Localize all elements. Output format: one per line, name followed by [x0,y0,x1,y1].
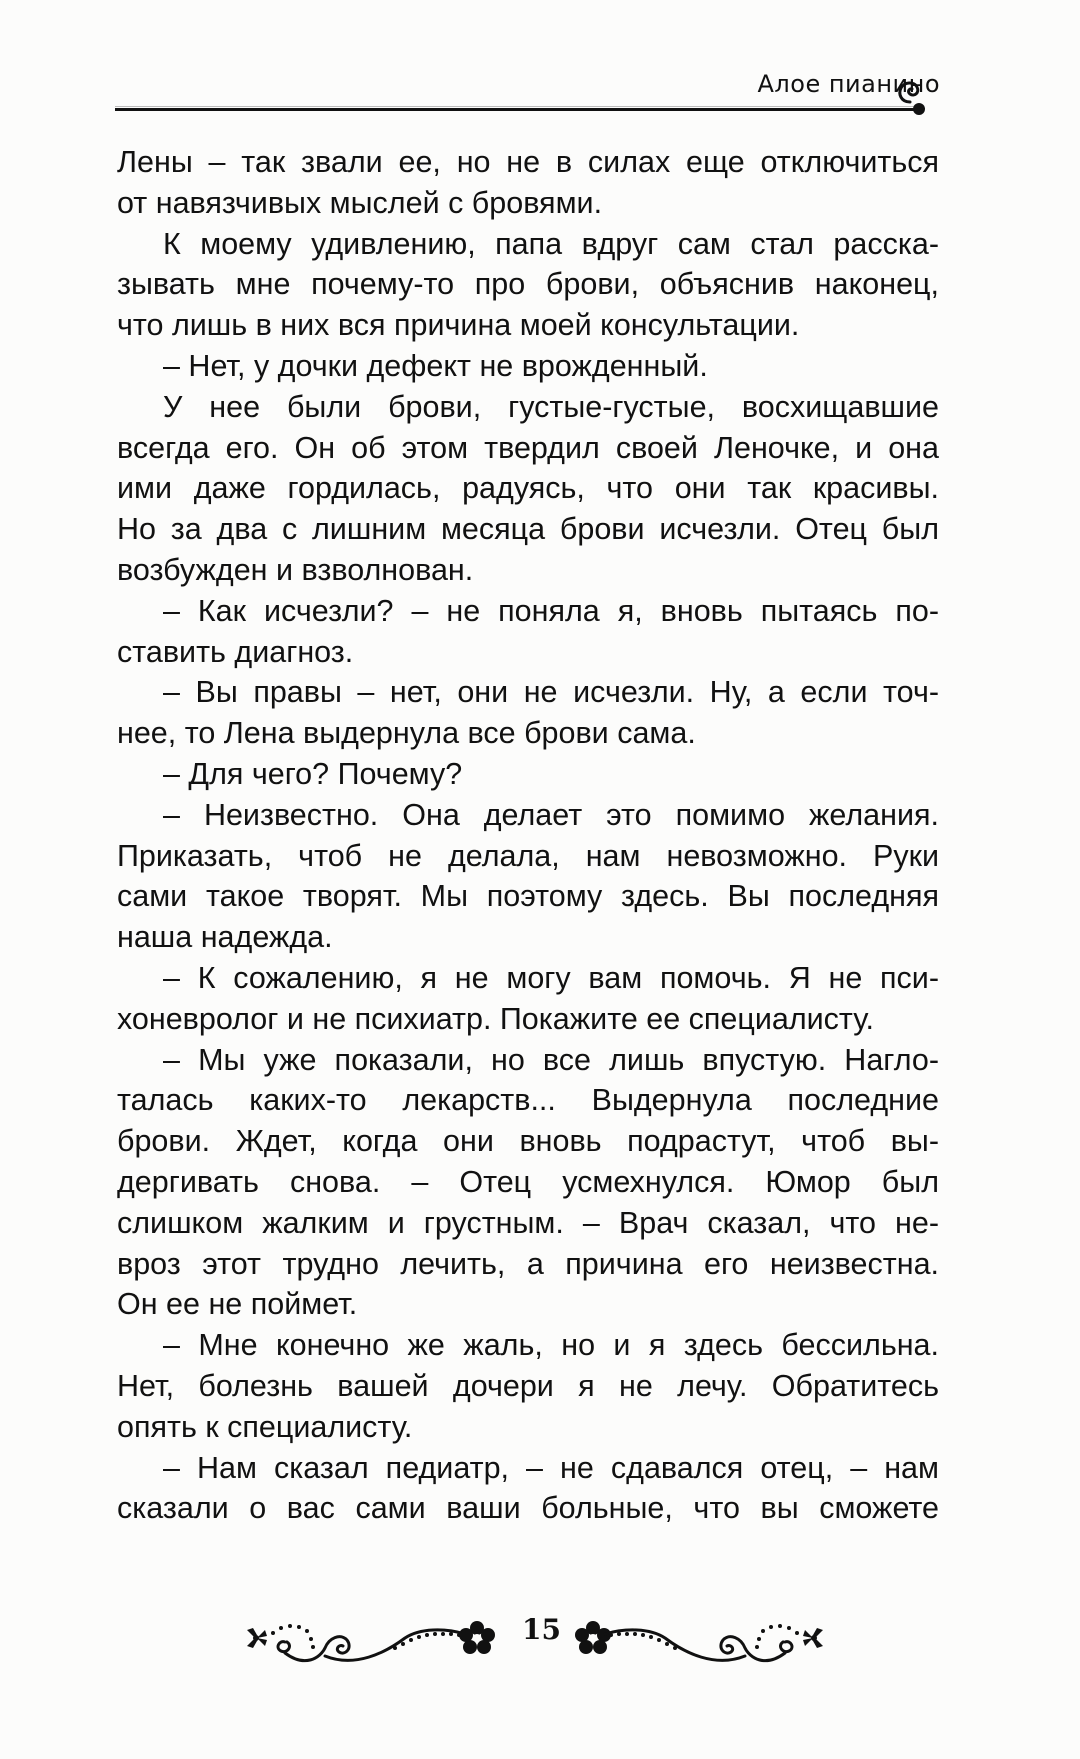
header-rule [115,108,920,111]
text-line: хоневролог и не психиатр. Покажите ее специалисту. [117,1001,874,1036]
text-line: Лены – так звали ее, но не в силах еще отключиться [117,145,939,179]
text-line: что лишь в них вся причина моей консультации. [117,308,800,343]
text-line: – Для чего? Почему? [163,756,463,791]
swirl-right-icon [605,1630,792,1661]
page-number: 15 [522,1613,561,1646]
text-line: талась каких-то лекарств... Выдернула последние [117,1083,939,1118]
text-line: – Нам сказал педиатр, – не сдавался отец, – нам [163,1450,939,1485]
text-line: от навязчивых мыслей с бровями. [117,185,603,220]
text-line: У нее были брови, густые-густые, восхищавшие [163,389,939,424]
text-line: Приказать, чтоб не делала, нам невозможно. Руки [117,838,939,873]
text-line: возбужден и взволнован. [117,552,474,587]
swirl-left-icon [278,1630,465,1661]
text-line: – Как исчезли? – не поняла я, вновь пытаясь по- [163,593,939,628]
flower-left-icon [459,1621,495,1654]
text-line: нее, то Лена выдернула все брови сама. [117,716,696,751]
text-line: зывать мне почему-то про брови, объяснив наконец, [117,267,939,302]
text-line: ими даже гордилась, радуясь, что они так красивы. [117,471,939,506]
flower-right-icon [575,1621,611,1654]
text-line: Нет, болезнь вашей дочери я не лечу. Обратитесь [117,1368,939,1403]
text-line: сказали о вас сами ваши больные, что вы сможете [117,1491,939,1526]
text-line: – Нет, у дочки дефект не врожденный. [163,348,708,383]
text-line: – Мы уже показали, но все лишь впустую. Нагло- [163,1042,939,1077]
text-line: наша надежда. [117,920,333,955]
text-line: всегда его. Он об этом твердил своей Леночке, и она [117,430,939,465]
text-line: брови. Ждет, когда они вновь подрастут, чтоб вы- [117,1124,939,1159]
text-line: дергивать снова. – Отец усмехнулся. Юмор был [117,1164,939,1199]
text-line: – Мне конечно же жаль, но и я здесь бессильна. [163,1328,939,1363]
swirl-ornament-icon [895,76,925,106]
running-head: Алое пианино [757,70,940,98]
butterfly-right-icon [803,1628,823,1648]
text-line: Он ее не поймет. [117,1287,358,1322]
text-line: – Вы правы – нет, они не исчезли. Ну, а если точ- [163,675,939,710]
text-line: – Неизвестно. Она делает это помимо желания. [163,797,939,832]
body-text [117,142,939,1529]
header-rule-dot [913,103,925,115]
text-line: опять к специалисту. [117,1409,413,1444]
text-line: К моему удивлению, папа вдруг сам стал расска- [163,226,939,261]
text-line: Но за два с лишним месяца брови исчезли. Отец был [117,512,939,547]
text-line: слишком жалким и грустным. – Врач сказал, что не- [117,1205,939,1240]
text-line: вроз этот трудно лечить, а причина его неизвестна. [117,1246,939,1281]
text-line: ставить диагноз. [117,634,354,669]
text-line: – К сожалению, я не могу вам помочь. Я не пси- [163,960,939,995]
butterfly-left-icon [247,1628,267,1648]
text-line: сами такое творят. Мы поэтому здесь. Вы последняя [117,879,939,914]
